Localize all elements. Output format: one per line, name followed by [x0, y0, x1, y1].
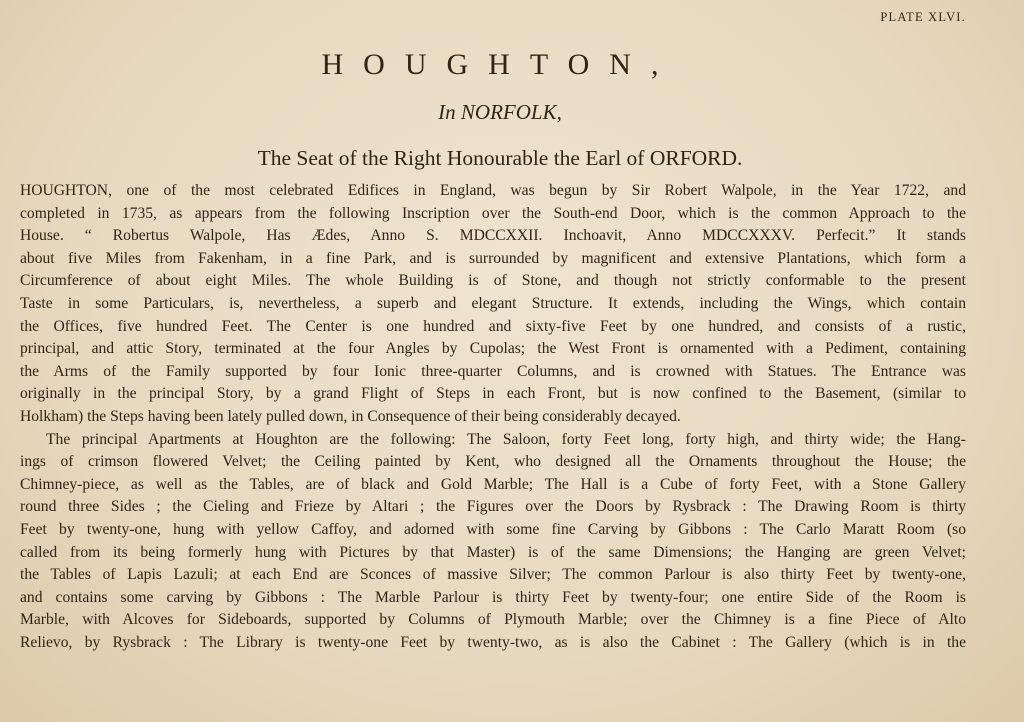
text-line: Circumference of about eight Miles. The whole Building is of Stone, and though not strictly conformable to the present: [20, 272, 966, 290]
text-line: HOUGHTON, one of the most celebrated Edifices in England, was begun by Sir Robert Walpole, in the Year 1722, and: [20, 182, 966, 199]
text-line: the Offices, five hundred Feet. The Center is one hundred and sixty-five Feet by one hundred, and consists of a rustic,: [20, 317, 966, 335]
text-line: Feet by twenty-one, hung with yellow Caffoy, and adorned with some fine Carving by Gibbons : The Carlo Maratt Room (so: [20, 520, 966, 538]
plate-number: PLATE XLVI.: [880, 10, 966, 24]
text-line: the Tables of Lapis Lazuli; at each End are Sconces of massive Silver; The common Parlour is also thirty Feet by twenty-one,: [20, 566, 966, 584]
text-line: Relievo, by Rysbrack : The Library is twenty-one Feet by twenty-two, as is also the Cabinet : The Gallery (which is in the: [20, 633, 966, 651]
text-line: originally in the principal Story, by a grand Flight of Steps in each Front, but is now confined to the Basement, (similar to: [20, 385, 966, 403]
text-line: the Arms of the Family supported by four Ionic three-quarter Columns, and is crowned with Statues. The Entrance was: [20, 362, 966, 380]
text-line: The principal Apartments at Houghton are the following: The Saloon, forty Feet long, forty high, and thirty wide; the Hang-: [46, 430, 966, 448]
text-line: ings of crimson flowered Velvet; the Ceiling painted by Kent, who designed all the Ornaments throughout the House; the: [20, 453, 966, 471]
text-line: and contains some carving by Gibbons : The Marble Parlour is thirty Feet by twenty-four; one entire Side of the Room is: [20, 588, 966, 606]
text-line: Holkham) the Steps having been lately pulled down, in Consequence of their being considerably decayed.: [20, 407, 681, 425]
page-title: HOUGHTON,: [321, 48, 679, 81]
text-line: round three Sides ; the Cieling and Frieze by Altari ; the Figures over the Doors by Rysbrack : The Drawing Room is thirty: [20, 498, 966, 516]
text-line: called from its being formerly hung with Pictures by that Master) is of the same Dimensions; the Hanging are green Velvet;: [20, 543, 966, 561]
seat-heading: The Seat of the Right Honourable the Earl of ORFORD.: [257, 146, 743, 170]
text-line: principal, and attic Story, terminated at the four Angles by Cupolas; the West Front is ornamented with a Pediment, containing: [20, 340, 966, 358]
text-line: House. “ Robertus Walpole, Has Ædes, Anno S. MDCCXXII. Inchoavit, Anno MDCCXXXV. Perfecit.” It stands: [20, 227, 966, 245]
text-line: completed in 1735, as appears from the following Inscription over the South-end Door, which is the common Approach to the: [20, 204, 966, 222]
text-line: about five Miles from Fakenham, in a fine Park, and is surrounded by magnificent and extensive Plantations, which form a: [20, 249, 966, 267]
body-text: [20, 180, 966, 654]
text-line: Taste in some Particulars, is, nevertheless, a superb and elegant Structure. It extends, including the Wings, which contain: [20, 294, 966, 312]
text-line: Marble, with Alcoves for Sideboards, supported by Columns of Plymouth Marble; over the Chimney is a fine Piece of Alto: [20, 611, 966, 629]
page-subtitle: In NORFOLK,: [438, 100, 562, 124]
text-line: Chimney-piece, as well as the Tables, are of black and Gold Marble; The Hall is a Cube of forty Feet, with a Stone Gallery: [20, 475, 966, 493]
